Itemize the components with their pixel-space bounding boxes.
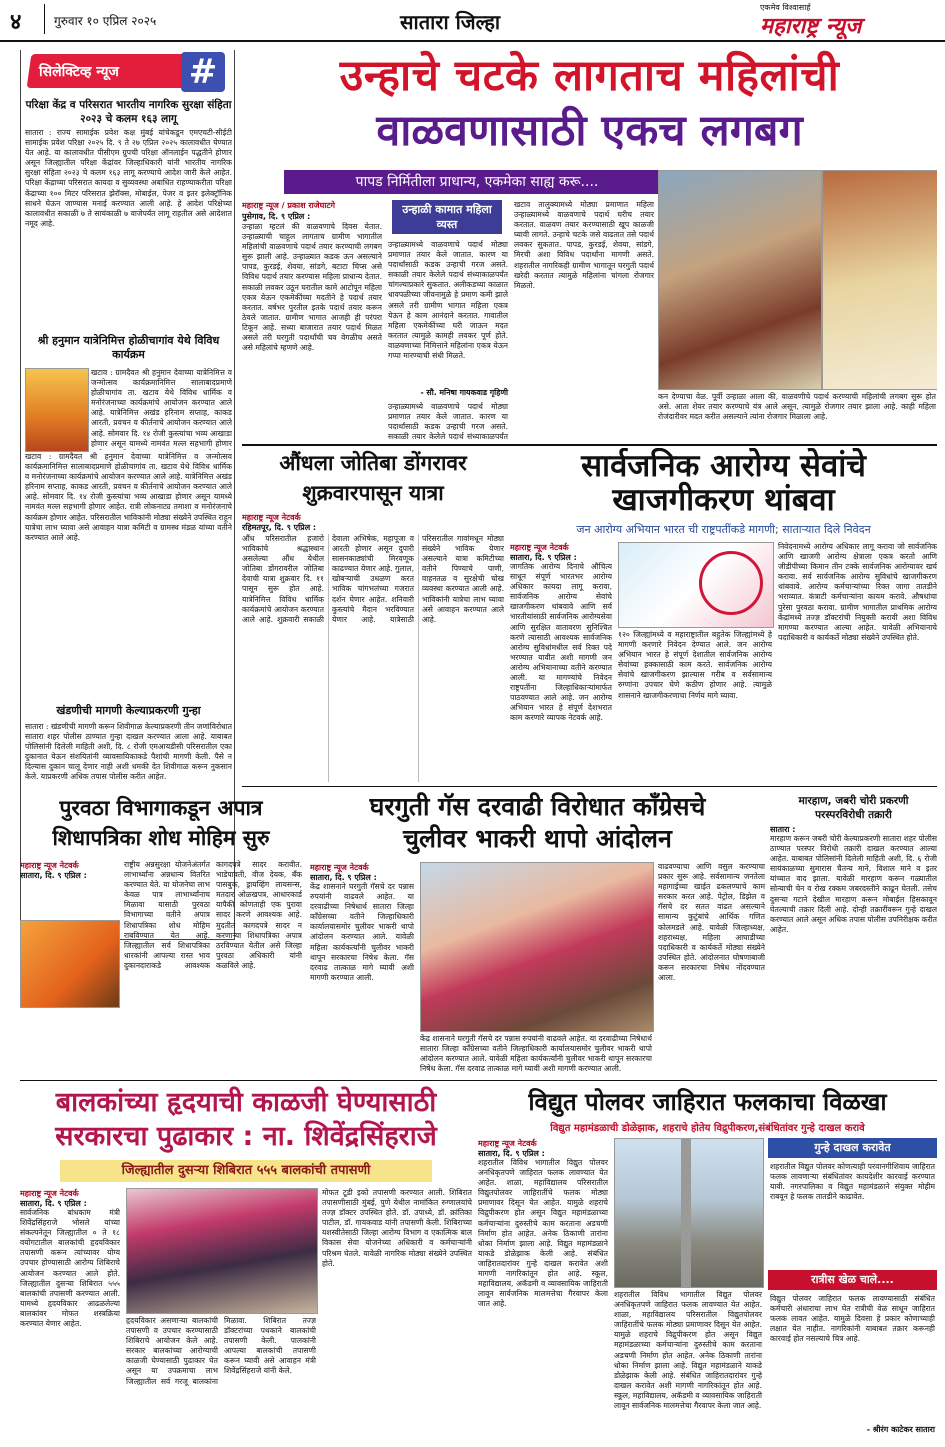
- child-byline: महाराष्ट्र न्यूज नेटवर्क: [20, 1189, 79, 1198]
- brand-logo: महाराष्ट्र न्यूज: [760, 14, 862, 39]
- lead-story: [242, 48, 937, 442]
- pole-box1-title: गुन्हे दाखल करावेत: [768, 1138, 937, 1158]
- aundh-headline-line1: औंधला जोतिबा डोंगरावर: [279, 451, 467, 475]
- masthead: [0, 0, 945, 42]
- gas-headline-line2: चुलीवर भाकरी थापो आंदोलन: [403, 824, 672, 853]
- s1-title: परिक्षा केंद्र व परिसरात भारतीय नागरिक सुरक्षा संहिता २०२३ चे कलम १६३ लागू: [25, 99, 232, 125]
- hospital-photo: [618, 542, 774, 628]
- child-headline-line1: बालकांच्या हृदयाची काळजी घेण्यासाठी: [55, 1087, 437, 1118]
- child-dateline: सातारा, दि. ९ एप्रिल :: [20, 1199, 87, 1208]
- lead-byline: महाराष्ट्र न्यूज / प्रकाश राजेघाटगे: [242, 201, 335, 210]
- s2-title: श्री हनुमान यात्रेनिमित्त होळीचागांव येथे विविध कार्यक्रम: [37, 334, 220, 361]
- s2-body-continued: खटाव : ग्रामदैवत श्री हनुमान देवाच्या यात्रेनिमित्त व जन्मोत्सव कार्यक्रमानिमित्त सालाबादप्रमाणे होळीचागांव ता. खटाव येथे विविध धार्मिक व मनोरंजनाच्या कार्यक्रमांचे आयोजन करण्यात आले आहे. यात्रेनिमित्त अखंड हरिनाम सप्ताह, काकड आरती, प्रवचन व कीर्तनाचे आयोजन करण्यात आले आहे. सोमवार दि. १४ रोजी कुस्त्यांचा भव्य आखाडा होणार असून यामध्ये नामवंत मल्ल सहभागी होणार आहेत. रात्री लोकनाट्य तमाशा व मनोरंजनाचे कार्यक्रम होणार आहेत. परिसरातील भाविकांनी मोठ्या संख्येने उपस्थित राहून यात्रेचा लाभ घ्यावा असे आवाहन यात्रा कमिटी व ग्रामस्थ मंडळ यांच्या वतीने करण्यात आले आहे.: [25, 452, 232, 542]
- issue-date: गुरुवार १० एप्रिल २०२५: [54, 14, 157, 28]
- page-number: ४: [10, 10, 22, 35]
- pole-byline: महाराष्ट्र न्यूज नेटवर्क: [478, 1139, 537, 1148]
- protest-photo: [420, 862, 654, 1032]
- camp-photo: [126, 1188, 318, 1314]
- health-dateline: सातारा, दि. ९ एप्रिल :: [510, 553, 577, 562]
- lead-headline-line2: वाळवणासाठी एकच लगबग: [376, 106, 803, 156]
- pole-strap: विद्युत महामंडळाची डोळेझाक, शहराचे होतेय विद्रुपीकरण,संबंधितांवर गुन्हे दाखल करावे: [550, 1123, 865, 1134]
- health-body-col1: जागतिक आरोग्य दिनाचे औचित्य साधून संपूर्ण भारतभर आरोग्य अधिकार कायदा लागू करावा, सार्वजनिक आरोग्य सेवांचे खाजगीकरण थांबवावे आणि सर्व भारतीयांसाठी सार्वजनिक आरोग्यसेवा आणि सुरक्षित वातावरण सुनिश्चित करणे त्यासाठी आवश्यक सार्वजनिक आरोग्य सुविधांमधील सर्व रिक्त पदे भरण्यात यावीत अशी मागणी जन आरोग्य अभियानाच्या वतीने करण्यात आली. या मागण्यांचे निवेदन राष्ट्रपतींना जिल्हाधिकाऱ्यांमार्फत पाठवण्यात आले आहे. जन आरोग्य अभियान भारत हे संपूर्ण देशभरात काम करणारे व्यापक नेटवर्क आहे.: [510, 562, 612, 723]
- pole-story: [478, 1084, 937, 1439]
- brand-tagline: एकमेव विश्वासार्ह: [760, 3, 811, 12]
- aundh-body: औंध परिसरातील हजारो भाविकांचे श्रद्धास्थान असलेल्या औंध येथील जोतिबा डोंगरावरील जोतिबा देवाची यात्रा शुक्रवार दि. ११ पासून सुरू होत आहे. यात्रेनिमित्त विविध धार्मिक कार्यक्रमांचे आयोजन करण्यात आले आहे. शुक्रवारी सकाळी देवाला अभिषेक, महापूजा व आरती होणार असून दुपारी सासनकाठ्यांची मिरवणूक काढण्यात येणार आहे. गुलाल, खोबऱ्याची उधळण करत भाविक चांगभलंच्या गजरात दर्शन घेणार आहेत. शनिवारी कुस्त्यांचे मैदान भरविण्यात येणार आहे. यात्रेसाठी परिसरातील गावांमधून मोठ्या संख्येने भाविक येणार असल्याने यात्रा कमिटीच्या वतीने पिण्याचे पाणी, वाहनतळ व सुरक्षेची चोख व्यवस्था करण्यात आली आहे. भाविकांनी यात्रेचा लाभ घ्यावा असे आवाहन करण्यात आले आहे.: [242, 534, 504, 624]
- ration-headline-line2: शिधापत्रिका शोध मोहिम सुरु: [52, 826, 270, 850]
- pole-photo: [614, 1138, 764, 1288]
- hanuman-photo: [25, 368, 89, 452]
- gas-dateline: सातारा, दि. ९ एप्रिल :: [310, 873, 377, 882]
- ration-story: [20, 790, 302, 1080]
- selective-news-label: सिलेक्टिव्ह न्यूज: [39, 64, 119, 80]
- health-body-col2: १२० जिल्ह्यांमध्ये व महाराष्ट्रातील बहुतेक जिल्ह्यांमध्ये हे मागणी करणारे निवेदन देण्यात आले. जन आरोग्य अभियान भारत हे संपूर्ण देशातील सार्वजनिक आरोग्य सेवांच्या हक्कासाठी काम करते. सार्वजनिक आरोग्य सेवांचे खाजगीकरण झाल्यास गरीब व सर्वसामान्य रुग्णांना उपचार घेणे कठीण होणार आहे. त्यामुळे शासनाने खाजगीकरणाचा निर्णय मागे घ्यावा.: [618, 630, 772, 700]
- s3-title: खंडणीची मागणी केल्याप्रकरणी गुन्हा: [56, 704, 201, 717]
- gas-body-col3: वाढवण्याचा आणि वसुल करण्याचा प्रकार सुरू आहे. सर्वसामान्य जनतेला महागाईच्या खाईत ढकलण्याचे काम सरकार करत आहे. पेट्रोल, डिझेल व गॅसचे दर सतत वाढत असल्याने सामान्य कुटुंबांचे आर्थिक गणित कोलमडले आहे. यावेळी जिल्हाध्यक्ष, शहराध्यक्ष, महिला आघाडीच्या पदाधिकारी व कार्यकर्ते मोठ्या संख्येने उपस्थित होते. आंदोलनात घोषणाबाजी करून सरकारचा निषेध नोंदवण्यात आला.: [658, 862, 765, 983]
- papad-drying-photo: [822, 170, 937, 390]
- pole-shape: [681, 1139, 691, 1287]
- women-papad-photo: [658, 170, 822, 390]
- pole-box2-body: विद्युत पोलवर जाहिरात फलक लावण्यासाठी संबंधित कर्मचारी अंधाराचा लाभ घेत रात्रीची वेळ साधून जाहिरात फलक लावत आहेत. यामुळे दिवसा हे प्रकार कोणाच्याही लक्षात येत नाहीत. नागरिकांनी याबाबत तक्रार करूनही कारवाई होत नसल्याचे चित्र आहे.: [770, 1294, 935, 1344]
- lead-body-col3: खटाव तालुक्यामध्ये मोठ्या प्रमाणात महिला उन्हाळ्यामध्ये वाळवणाचे पदार्थ घरीच तयार करतात. वाळवण तयार करण्यासाठी खूप काळजी घ्यावी लागते. उन्हाचे चटके जसे वाढतात तसे पदार्थ लवकर सुकतात. पापड, कुरडई, शेवया, सांडगे, मिरची अशा विविध पदार्थांना मागणी असते. शहरातील नागरिकही ग्रामीण भागातून घरगुती पदार्थ खरेदी करतात त्यामुळे महिलांना चांगला रोजगार मिळतो.: [514, 200, 654, 290]
- lead-photo-caption: कन देण्याचा वेळ. पूर्वी उन्हाळा आला की, वाळवणीचे पदार्थ करण्याची महिलांची लगबग सुरू होत असे. आता शेयर तयार करण्याचे यंत्र आले असून, त्यामुळे रोजगार तयार झाला आहे. काही महिला रोजंदारीवर मदत करीत असल्याने त्यांना रोजगार मिळाला आहे.: [658, 392, 936, 421]
- s3-body: सातारा : खंडणीची मागणी करून शिवीगाळ केल्याप्रकरणी तीन जणांविरोधात सातारा शहर पोलीस ठाण्यात गुन्हा दाखल करण्यात आला आहे. याबाबत पोलिसांनी दिलेली माहिती अशी, दि. ८ रोजी एमआयडीसी परिसरातील एका दुकानात येऊन संशयितांनी व्यावसायिकाकडे पैशांची मागणी केली. पैसे न दिल्यास दुकान चालू देणार नाही अशी धमकी देत शिवीगाळ करून नुकसान केले. याप्रकरणी अधिक तपास पोलीस करीत आहेत.: [25, 722, 232, 782]
- aundh-dateline: रहिमतपूर, दि. ९ एप्रिल :: [242, 523, 317, 532]
- gas-byline: महाराष्ट्र न्यूज नेटवर्क: [310, 863, 369, 872]
- health-headline-line2: खाजगीकरण थांबवा: [612, 482, 835, 518]
- ration-headline-line1: पुरवठा विभागाकडून अपात्र: [59, 796, 263, 820]
- hospital-logo: [699, 551, 763, 615]
- child-body-col3: मोफत टूडी इको तपासणी करण्यात आली. शिबिरात तपासणीसाठी मुंबई, पुणे येथील नामांकित रुग्णालयांचे तज्ज्ञ डॉक्टर उपस्थित होते. डॉ. उपाध्ये, डॉ. क्रांतिका पाटील, डॉ. गायकवाड यांनी तपासणी केली. शिबिराच्या यशस्वीतेसाठी जिल्हा आरोग्य विभाग व एकात्मिक बाल विकास सेवा योजनेच्या अधिकारी व कर्मचाऱ्यांनी परिश्रम घेतले. यावेळी नागरिक मोठ्या संख्येने उपस्थित होते.: [322, 1188, 472, 1268]
- pole-box1-body: शहरातील विद्युत पोलवर कोणत्याही परवानगीशिवाय जाहिरात फलक लावणाऱ्या संबंधितांवर कायदेशीर कारवाई करण्यात यावी. नगरपालिका व विद्युत महामंडळाने संयुक्त मोहीम राबवून हे फलक तातडीने काढावेत.: [770, 1162, 935, 1202]
- child-body-col2: हृदयविकार असणाऱ्या बालकांची तपासणी व उपचार करण्यासाठी शिबिराचे आयोजन केले आहे. सरकार बालकांच्या आरोग्याची काळजी घेण्यासाठी पुढाकार घेत असून या उपक्रमाचा लाभ जिल्ह्यातील सर्व गरजू बालकांना मिळावा. शिबिरात तज्ज्ञ डॉक्टरांच्या पथकाने बालकांची तपासणी केली. पालकांनी आपल्या बालकांची तपासणी करून घ्यावी असे आवाहन मंत्री शिवेंद्रसिंहराजे यांनी केले.: [126, 1316, 316, 1386]
- aundh-byline: महाराष्ट्र न्यूज नेटवर्क: [242, 513, 301, 522]
- health-headline-line1: सार्वजनिक आरोग्य सेवांचे: [581, 448, 866, 484]
- gas-headline-line1: घरगुती गॅस दरवाढी विरोधात काँग्रेसचे: [369, 792, 706, 821]
- gas-story: [310, 790, 765, 1080]
- hash-icon: #: [181, 52, 225, 92]
- pole-box2-author: - श्रीरंग काटेकर सातारा: [866, 1425, 935, 1434]
- lead-body-col2: उन्हाळ्यामध्ये वाळवणाचे पदार्थ मोठ्या प्रमाणात तयार केले जातात. कारण या पदार्थांसाठी कडक उन्हाची गरज असते. सकाळी तयार केलेले पदार्थ संध्याकाळपर्यंत चांगल्याप्रकारे सुकतात. अलीकडच्या काळात धावपळीच्या जीवनामुळे हे प्रमाण कमी झाले असले तरी ग्रामीण भागात महिला एकत्र येऊन हे काम आनंदाने करतात. गावातील महिला एकमेकींच्या घरी जाऊन मदत करतात त्यामुळे कामही लवकर पूर्ण होते. वाळवणाच्या निमित्ताने महिलांना एकत्र येऊन गप्पा मारण्याची संधी मिळते.: [388, 240, 508, 361]
- ration-byline: महाराष्ट्र न्यूज नेटवर्क: [20, 861, 79, 870]
- theft-body: मारहाण करून जबरी चोरी केल्याप्रकरणी सातारा शहर पोलीस ठाण्यात परस्पर विरोधी तक्रारी दाखल करण्यात आल्या आहेत. याबाबत पोलिसांनी दिलेली माहिती अशी, दि. ६ रोजी सायंकाळच्या सुमारास चैतन्य माने, विशाल माने व इतर यांच्यात वाद झाला. यावेळी मारहाण करून गळ्यातील सोन्याची चेन व रोख रक्कम जबरदस्तीने काढून घेतली. तसेच दुसऱ्या गटाने देखील मारहाण करून मोबाईल हिसकावून घेतल्याची तक्रार दिली आहे. दोन्ही तक्रारींवरून गुन्हे दाखल करण्यात आले असून अधिक तपास पोलीस उपनिरीक्षक करीत आहेत.: [770, 834, 937, 934]
- child-story: [20, 1084, 472, 1439]
- pole-headline: विद्युत पोलवर जाहिरात फलकाचा विळखा: [528, 1088, 887, 1116]
- child-strap: जिल्ह्यातील दुसऱ्या शिबिरात ५५५ बालकांची तपासणी: [60, 1160, 432, 1182]
- aundh-story: [242, 448, 504, 784]
- theft-dateline: सातारा :: [770, 825, 796, 834]
- lead-body-col2b: उन्हाळ्यामध्ये वाळवणाचे पदार्थ मोठ्या प्रमाणात तयार केले जातात. कारण या पदार्थांसाठी कडक उन्हाची गरज असते. सकाळी तयार केलेले पदार्थ संध्याकाळपर्यंत: [388, 402, 508, 442]
- theft-headline-line2: परस्परविरोधी तक्रारी: [815, 809, 892, 821]
- health-byline: महाराष्ट्र न्यूज नेटवर्क: [510, 543, 569, 552]
- lead-dateline: पुसेगाव, दि. ९ एप्रिल :: [242, 212, 311, 221]
- s2-body: खटाव : ग्रामदैवत श्री हनुमान देवाच्या यात्रेनिमित्त व जन्मोत्सव कार्यक्रमानिमित्त सालाबादप्रमाणे होळीचागांव ता. खटाव येथे विविध धार्मिक व मनोरंजनाच्या कार्यक्रमांचे आयोजन करण्यात आले आहे. यात्रेनिमित्त अखंड हरिनाम सप्ताह, काकड आरती, प्रवचन व कीर्तनाचे आयोजन करण्यात आले आहे. सोमवार दि. १४ रोजी कुस्त्यांचा भव्य आखाडा होणार असून यामध्ये नामवंत मल्ल सहभागी होणार: [91, 368, 232, 448]
- gas-body-col1: केंद्र शासनाने घरगुती गॅसचे दर पन्नास रुपयांनी वाढवले आहेत. या दरवाढीच्या निषेधार्थ सातारा जिल्हा काँग्रेसच्या वतीने जिल्हाधिकारी कार्यालयासमोर चुलीवर भाकरी थापो आंदोलन करण्यात आले. यावेळी महिला कार्यकर्त्यांनी चुलीवर भाकरी थापून सरकारचा निषेध केला. गॅस दरवाढ तात्काळ मागे घ्यावी अशी मागणी करण्यात आली.: [310, 882, 414, 982]
- health-strap: जन आरोग्य अभियान भारत ची राष्ट्रपतींकडे मागणी; साताऱ्यात दिले निवेदन: [576, 523, 871, 536]
- aundh-headline-line2: शुक्रवारपासून यात्रा: [302, 481, 444, 505]
- lead-body-col1: उन्हाळा म्हटलं की वाळवणाचे दिवस येतात. उन्हाळ्याची चाहूल लागताच ग्रामीण भागातील महिलांची वाळवणाचे पदार्थ तयार करण्याची लगबग सुरू झाली आहे. उन्हाळ्यात कडक ऊन असल्याने पापड, कुरडई, शेवया, सांडगे, बटाटा चिप्स असे विविध पदार्थ तयार करण्यास महिला प्राधान्य देतात. सकाळी लवकर उठून घरातील कामे आटोपून महिला एकत्र येऊन एकमेकींच्या मदतीने हे पदार्थ तयार करतात. वर्षभर पुरतील इतके पदार्थ तयार करून ठेवले जातात. ग्रामीण भागात आजही ही परंपरा टिकून आहे. सध्या बाजारात तयार पदार्थ मिळत असले तरी घरगुती पदार्थांची चव वेगळीच असते असे महिलांचे म्हणणे आहे.: [242, 222, 382, 353]
- gas-body-col2: केंद्र शासनाने घरगुती गॅसचे दर पन्नास रुपयांनी वाढवले आहेत. या दरवाढीच्या निषेधार्थ सातारा जिल्हा काँग्रेसच्या वतीने जिल्हाधिकारी कार्यालयासमोर चुलीवर भाकरी थापो आंदोलन करण्यात आले. यावेळी महिला कार्यकर्त्यांनी चुलीवर भाकरी थापून सरकारचा निषेध केला. गॅस दरवाढ तात्काळ मागे घ्यावी अशी मागणी करण्यात आली.: [420, 1034, 652, 1074]
- lead-quote-author: - सौ. मनिषा गायकवाड गृहिणी: [420, 388, 508, 397]
- ration-card-photo: [20, 920, 120, 1008]
- child-headline-line2: सरकारचा पुढाकार : ना. शिवेंद्रसिंहराजे: [55, 1121, 437, 1152]
- child-body-col1: सार्वजनिक बांधकाम मंत्री शिवेंद्रसिंहराजे भोसले यांच्या संकल्पनेतून जिल्ह्यातील ० ते १८ वयोगटातील बालकांची हृदयविकार तपासणी करून त्यांच्यावर योग्य उपचार होण्यासाठी आरोग्य शिबिराचे आयोजन करण्यात आले होते. जिल्ह्यातील दुसऱ्या शिबिरात ५५५ बालकांची तपासणी करण्यात आली. यामध्ये हृदयविकार आढळलेल्या बालकांवर मोफत शस्त्रक्रिया करण्यात येणार आहेत.: [20, 1208, 120, 1329]
- pole-dateline: सातारा, दि. ९ एप्रिल :: [478, 1149, 545, 1158]
- health-story: [510, 448, 937, 784]
- pole-body-col2: शहरातील विविध भागातील विद्युत पोलवर अनधिकृतपणे जाहिरात फलक लावण्यात येत आहेत. शाळा, महाविद्यालय परिसरातील विद्युतपोलवर जाहिरातींचे फलक मोठ्या प्रमाणावर दिसून येत आहेत. यामुळे शहराचे विद्रुपीकरण होत असून विद्युत महामंडळाच्या कर्मचाऱ्यांना दुरुस्तीचे काम करताना अडचणी निर्माण होत आहेत. अनेक ठिकाणी तारांना धोका निर्माण झाला आहे. विद्युत महामंडळाने याकडे डोळेझाक केली आहे. संबंधित जाहिरातदारांवर गुन्हे दाखल करावेत अशी मागणी नागरिकांतून होत आहे. स्कूल, महाविद्यालय, अकॅडमी व व्यावसायिक जाहिराती लावून सार्वजनिक मालमत्तेचा गैरवापर केला जात आहे.: [614, 1290, 762, 1411]
- lead-headline-line1: उन्हाचे चटके लागताच महिलांची: [339, 51, 840, 101]
- theft-headline-line1: मारहाण, जबरी चोरी प्रकरणी: [798, 795, 909, 807]
- health-body-col3: निवेदनामध्ये आरोग्य अधिकार लागू करावा जो सार्वजनिक आणि खाजगी आरोग्य क्षेत्राला एकत्र करतो आणि जीडीपीच्या किमान तीन टक्के सार्वजनिक आरोग्यावर खर्च करावा. सर्व सार्वजनिक आरोग्य सुविधांचे खाजगीकरण थांबवावे. आरोग्य कर्मचाऱ्यांच्या रिक्त जागा तातडीने भराव्यात. कंत्राटी कर्मचाऱ्यांना कायम करावे. औषधांचा पुरेसा पुरवठा करावा. ग्रामीण भागातील प्राथमिक आरोग्य केंद्रांमध्ये तज्ज्ञ डॉक्टरांची नियुक्ती करावी अशा विविध मागण्या करण्यात आल्या आहेत. यावेळी अभियानाचे पदाधिकारी व कार्यकर्ते मोठ्या संख्येने उपस्थित होते.: [778, 542, 937, 642]
- theft-story: [770, 790, 937, 1080]
- ration-body: राष्ट्रीय अन्नसुरक्षा योजनेअंतर्गत लाभार्थ्यांना अन्नधान्य वितरित करण्यात येते. या योजनेचा लाभ केवळ पात्र लाभार्थ्यांनाच मिळावा यासाठी पुरवठा विभागाच्या वतीने अपात्र शिधापत्रिका शोध मोहिम राबविण्यात येत आहे. जिल्ह्यातील सर्व शिधापत्रिका धारकांनी आपल्या रास्त भाव दुकानदाराकडे आवश्यक कागदपत्रे सादर करावीत. भाडेपावती, वीज देयक, बँक पासबुक, ड्रायव्हिंग लायसन्स, मतदार ओळखपत्र, आधारकार्ड यापैकी कोणताही एक पुरावा सादर करणे आवश्यक आहे. मुदतीत कागदपत्रे सादर न करणाऱ्या शिधापत्रिका अपात्र ठरविण्यात येतील असे जिल्हा पुरवठा अधिकारी यांनी कळविले आहे.: [124, 860, 302, 970]
- section-title: सातारा जिल्हा: [400, 10, 501, 34]
- ration-dateline: सातारा, दि. ९ एप्रिल :: [20, 871, 87, 880]
- s1-body: सातारा : राज्य सामाईक प्रवेश कक्ष मुंबई यांचेकडून एमएचटी-सीईटी सामाईक प्रवेश परिक्षा २०२५ दि. ९ ते २७ एप्रिल २०२५ कालावधीत घेण्यात येत आहे. या कालावधीत पीसीएम ग्रुपची परिक्षा ऑनलाईन पद्धतीने होणार असून जिल्ह्यातील परिक्षा केंद्रांवर जिल्हाधिकारी यांनी भारतीय नागरिक सुरक्षा संहिता २०२३ चे कलम १६३ लागू करण्याचे आदेश जारी केले आहेत. परिक्षा केंद्राच्या परिसरात कायदा व सुव्यवस्था अबाधित राहण्याकरीता परिक्षा केंद्राच्या १०० मिटर परिसरात झेरॉक्स, मोबाईल, पेजर व इतर इलेक्ट्रॉनिक साधने घेऊन जाण्यास मनाई करण्यात आली आहे. हे आदेश परिक्षेच्या कालावधीत सकाळी ७ ते सायंकाळी ७ वाजेपर्यंत लागू राहतील असे आदेशात नमूद आहे.: [25, 128, 232, 228]
- lead-strap: पापड निर्मितीला प्राधान्य, एकमेका साह्य करू....: [284, 170, 670, 194]
- pole-body: शहरातील विविध भागातील विद्युत पोलवर अनधिकृतपणे जाहिरात फलक लावण्यात येत आहेत. शाळा, महाविद्यालय परिसरातील विद्युतपोलवर जाहिरातींचे फलक मोठ्या प्रमाणावर दिसून येत आहेत. यामुळे शहराचे विद्रुपीकरण होत असून विद्युत महामंडळाच्या कर्मचाऱ्यांना दुरुस्तीचे काम करताना अडचणी निर्माण होत आहेत. अनेक ठिकाणी तारांना धोका निर्माण झाला आहे. विद्युत महामंडळाने याकडे डोळेझाक केली आहे. संबंधित जाहिरातदारांवर गुन्हे दाखल करावेत अशी मागणी नागरिकांतून होत आहे. स्कूल, महाविद्यालय, अकॅडमी व व्यावसायिक जाहिराती लावून सार्वजनिक मालमत्तेचा गैरवापर केला जात आहे.: [478, 1158, 608, 1309]
- pole-box2-title: रात्रीस खेळ चाले....: [768, 1270, 937, 1290]
- lead-box-title: उन्हाळी कामात महिला व्यस्त: [392, 200, 502, 234]
